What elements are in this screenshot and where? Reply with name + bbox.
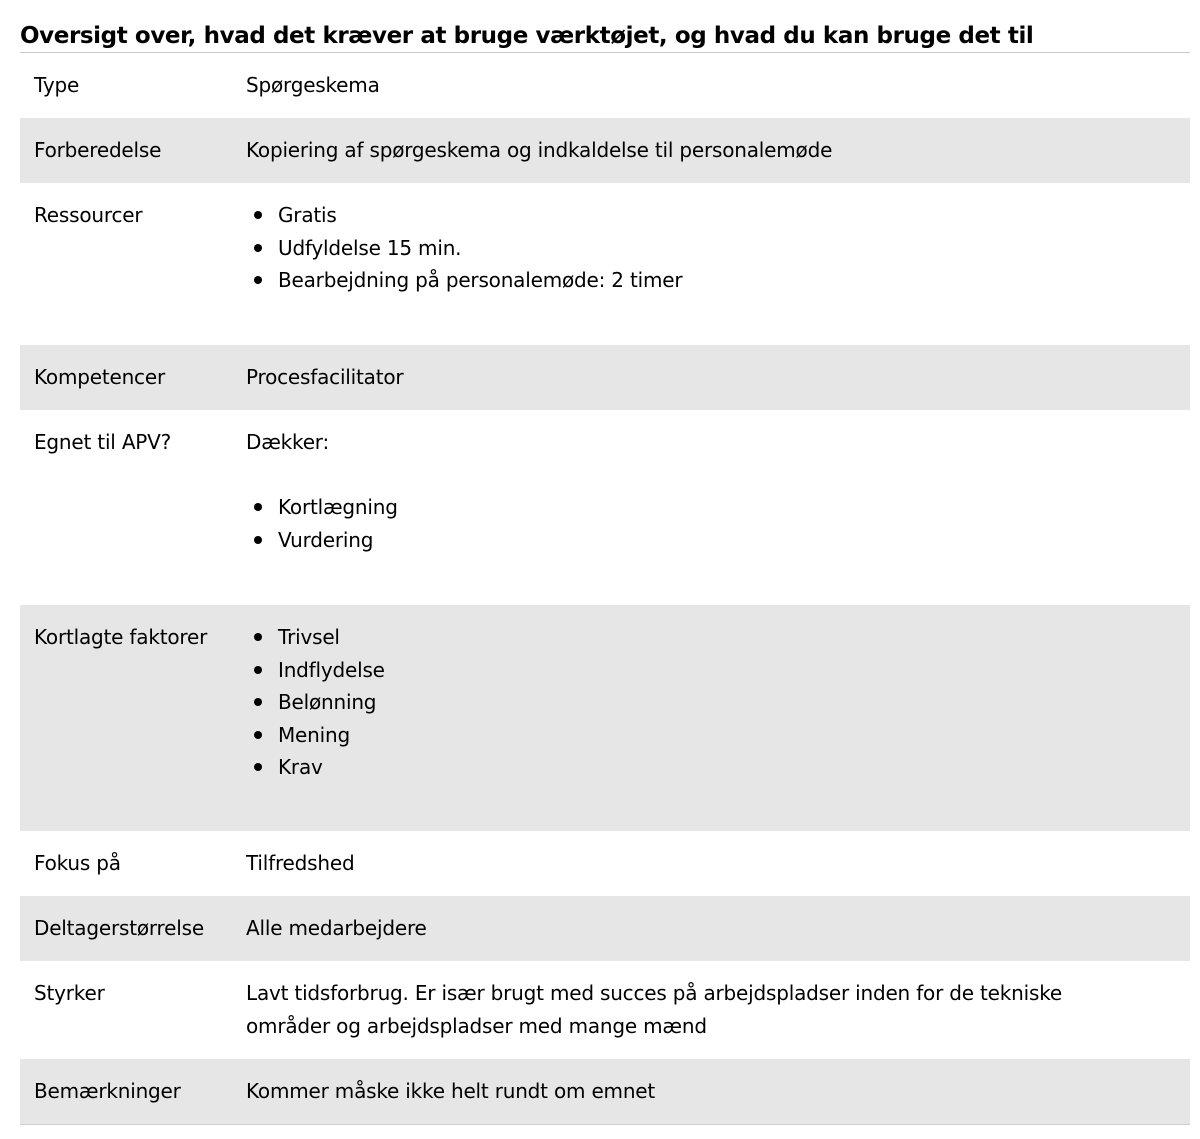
bullet-icon bbox=[254, 211, 262, 219]
table-row-strengths bbox=[20, 961, 1190, 1059]
spacer bbox=[246, 459, 1146, 492]
list-item bbox=[246, 751, 1146, 784]
page-title: Oversigt over, hvad det kræver at bruge værktøjet, og hvad du kan bruge det til bbox=[20, 23, 1034, 49]
list-item-text: Vurdering bbox=[278, 527, 374, 552]
bullet-list bbox=[246, 199, 1146, 297]
bullet-icon bbox=[254, 731, 262, 739]
list-item-text: Indflydelse bbox=[278, 657, 385, 682]
row-label: Egnet til APV? bbox=[34, 430, 172, 454]
list-item-text: Mening bbox=[278, 722, 350, 747]
row-label: Kompetencer bbox=[34, 365, 165, 389]
bullet-icon bbox=[254, 503, 262, 511]
list-item-text: Kortlægning bbox=[278, 495, 398, 519]
list-item-text: Gratis bbox=[278, 203, 337, 227]
row-value: Lavt tidsforbrug. Er især brugt med succes på arbejdspladser inden for de tekniske områder og arbejdspladser med mange mænd bbox=[246, 981, 1062, 1038]
row-value bbox=[246, 199, 1146, 297]
list-item-text: Trivsel bbox=[278, 625, 340, 649]
bullet-icon bbox=[254, 244, 262, 252]
table-row-type bbox=[20, 53, 1190, 118]
row-value: Kommer måske ikke helt rundt om emnet bbox=[246, 1079, 656, 1103]
list-item-text: Belønning bbox=[278, 690, 377, 714]
table-row-resources bbox=[20, 183, 1190, 345]
table-row-apv bbox=[20, 410, 1190, 605]
bullet-icon bbox=[254, 276, 262, 284]
table-row-remarks bbox=[20, 1059, 1190, 1124]
list-item-text: Krav bbox=[278, 755, 323, 779]
list-item bbox=[246, 524, 1146, 557]
row-value: Kopiering af spørgeskema og indkaldelse til personalemøde bbox=[246, 138, 833, 162]
bullet-list bbox=[246, 621, 1146, 784]
list-item bbox=[246, 654, 1146, 687]
table-row-preparation bbox=[20, 118, 1190, 183]
list-item bbox=[246, 232, 1146, 265]
row-label: Forberedelse bbox=[34, 138, 162, 162]
row-label: Type bbox=[34, 73, 80, 97]
list-item bbox=[246, 686, 1146, 719]
row-label: Ressourcer bbox=[34, 203, 143, 227]
row-value bbox=[246, 426, 1146, 556]
row-label: Kortlagte faktorer bbox=[34, 625, 208, 649]
row-value: Procesfacilitator bbox=[246, 365, 404, 389]
table-row-participants bbox=[20, 896, 1190, 961]
row-label: Styrker bbox=[34, 981, 105, 1005]
row-label: Bemærkninger bbox=[34, 1079, 181, 1103]
row-value: Alle medarbejdere bbox=[246, 916, 427, 940]
list-item bbox=[246, 719, 1146, 752]
row-value bbox=[246, 621, 1146, 784]
row-value: Tilfredshed bbox=[246, 851, 355, 875]
row-label: Deltagerstørrelse bbox=[34, 916, 204, 940]
bullet-icon bbox=[254, 633, 262, 641]
list-item bbox=[246, 199, 1146, 232]
table-row-focus bbox=[20, 831, 1190, 896]
list-item bbox=[246, 264, 1146, 297]
table-bottom-divider bbox=[20, 1124, 1190, 1125]
list-item bbox=[246, 491, 1146, 524]
bullet-icon bbox=[254, 536, 262, 544]
list-item-text: Udfyldelse 15 min. bbox=[278, 235, 462, 260]
overview-table bbox=[20, 53, 1190, 1124]
table-row-factors bbox=[20, 605, 1190, 831]
bullet-list bbox=[246, 491, 1146, 556]
table-row-competences bbox=[20, 345, 1190, 410]
list-item-text: Bearbejdning på personalemøde: 2 timer bbox=[278, 268, 683, 292]
bullet-icon bbox=[254, 666, 262, 674]
bullet-icon bbox=[254, 698, 262, 706]
row-value-text: Dækker: bbox=[246, 430, 330, 454]
row-value: Spørgeskema bbox=[246, 73, 380, 97]
list-item bbox=[246, 621, 1146, 654]
row-label: Fokus på bbox=[34, 851, 121, 875]
bullet-icon bbox=[254, 763, 262, 771]
